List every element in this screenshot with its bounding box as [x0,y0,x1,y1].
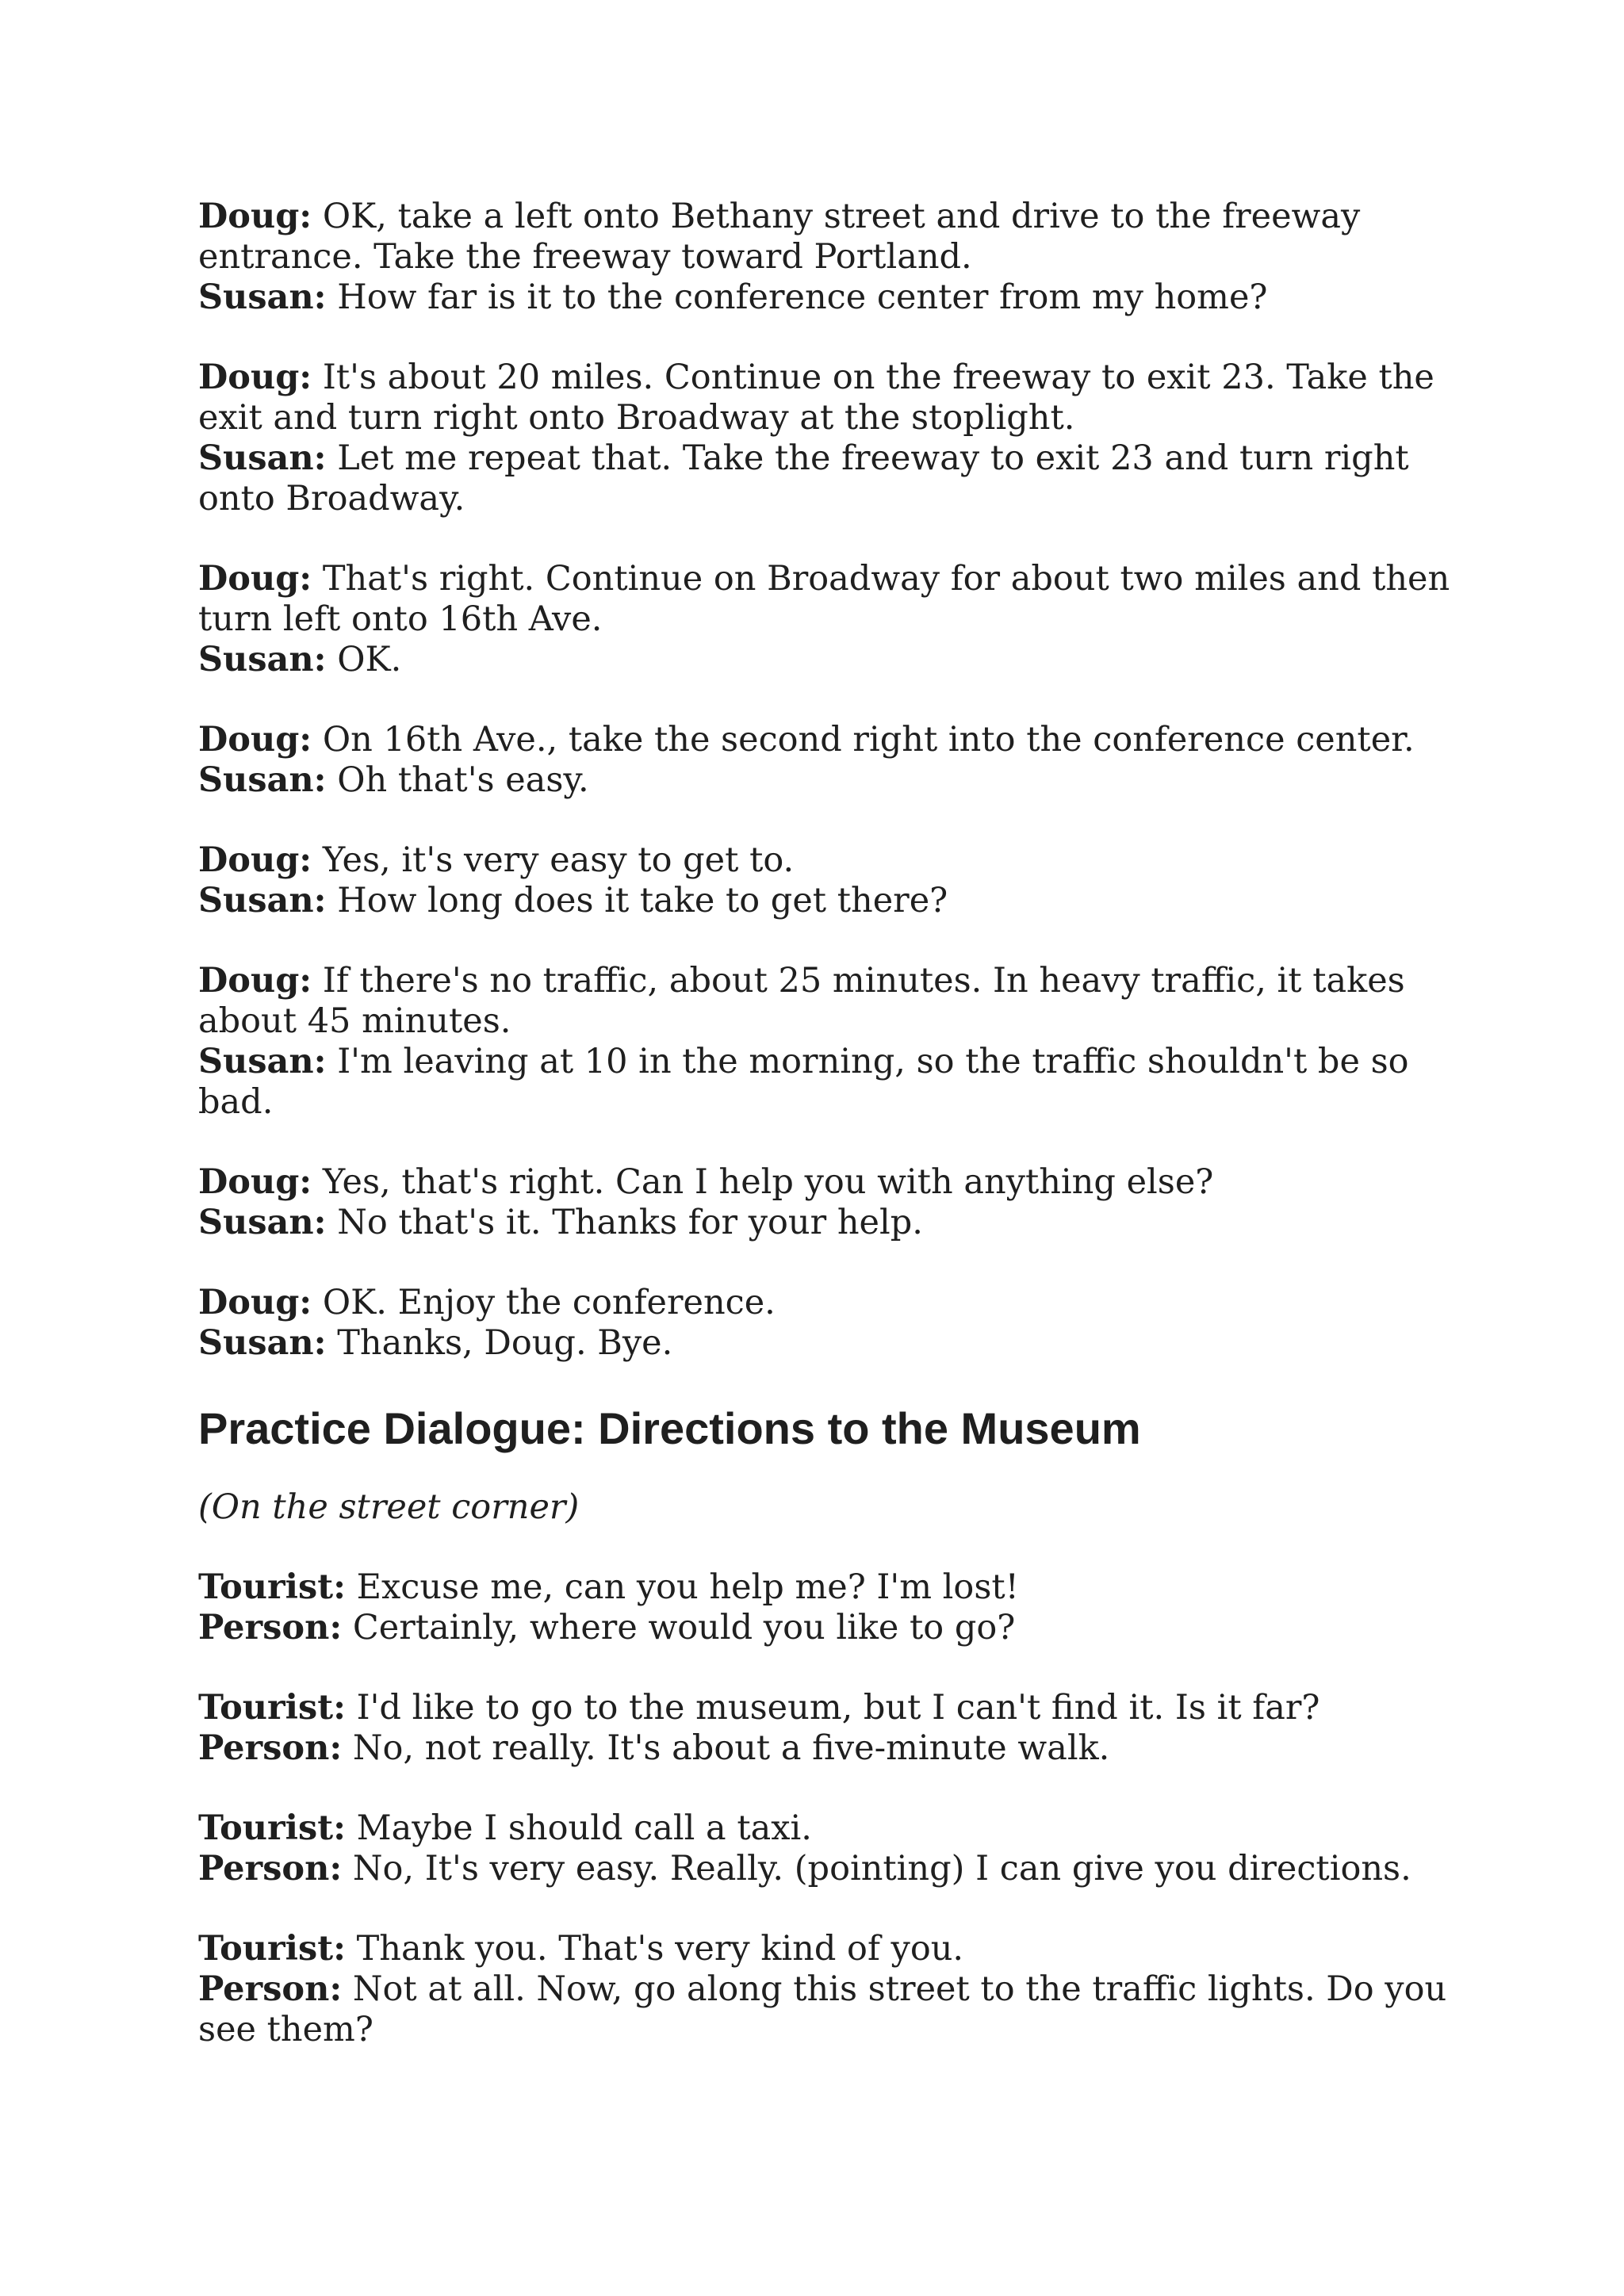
dialogue-text: Thanks, Doug. Bye. [326,1323,673,1363]
dialogue-exchange [198,1162,1467,1243]
dialogue-exchange [198,197,1467,318]
dialogue-line [198,961,1467,1042]
speaker-name: Susan: [198,1203,327,1242]
dialogue-line [198,438,1467,519]
speaker-name: Doug: [198,720,312,760]
dialogue-line [198,197,1467,277]
speaker-name: Person: [198,1969,343,2009]
speaker-name: Tourist: [198,1567,346,1607]
dialogue-line [198,1849,1467,1889]
speaker-name: Doug: [198,1162,312,1202]
dialogue-text: If there's no traffic, about 25 minutes. In heavy traffic, it takes about 45 minutes. [198,961,1405,1041]
dialogue-line [198,1608,1467,1648]
dialogue-exchange [198,1808,1467,1889]
dialogue-text: OK, take a left onto Bethany street and drive to the freeway entrance. Take the freeway toward Portland. [198,197,1361,277]
dialogue-line [198,1688,1467,1728]
dialogue-text: I'd like to go to the museum, but I can't find it. Is it far? [345,1688,1320,1728]
dialogue-exchange [198,840,1467,921]
dialogue-line [198,1808,1467,1849]
dialogue-text: No, not really. It's about a five-minute walk. [342,1728,1110,1768]
speaker-name: Tourist: [198,1688,346,1728]
dialogue-line [198,1283,1467,1323]
dialogue-museum-directions [198,1403,1467,2050]
dialogue-exchange [198,559,1467,680]
speaker-name: Doug: [198,197,312,236]
dialogue-text: How long does it take to get there? [326,881,948,920]
dialogue-text: Maybe I should call a taxi. [345,1808,812,1848]
dialogue-line [198,1162,1467,1203]
speaker-name: Susan: [198,760,327,800]
dialogue-text: OK. Enjoy the conference. [312,1283,776,1322]
dialogue-text: Not at all. Now, go along this street to the traffic lights. Do you see them? [198,1969,1447,2049]
dialogue-text: OK. [326,640,402,679]
speaker-name: Susan: [198,1042,327,1081]
dialogue-exchange [198,358,1467,519]
speaker-name: Tourist: [198,1929,346,1969]
dialogue-exchange [198,1929,1467,2050]
dialogue-line [198,1042,1467,1123]
dialogue-text: Certainly, where would you like to go? [342,1608,1016,1647]
dialogue-line [198,1929,1467,1969]
dialogue-text: Let me repeat that. Take the freeway to exit 23 and turn right onto Broadway. [198,438,1409,519]
dialogue-text: That's right. Continue on Broadway for about two miles and then turn left onto 16th Ave. [198,559,1450,639]
dialogue-line [198,640,1467,680]
dialogue-text: Oh that's easy. [326,760,589,800]
document-page [198,197,1467,2090]
dialogue-exchange [198,1567,1467,1648]
speaker-name: Susan: [198,1323,327,1363]
dialogue-exchange [198,1688,1467,1769]
speaker-name: Tourist: [198,1808,346,1848]
speaker-name: Susan: [198,277,327,317]
dialogue-text: It's about 20 miles. Continue on the freeway to exit 23. Take the exit and turn right onto Broadway at the stoplight. [198,358,1434,438]
dialogue-line [198,277,1467,318]
dialogue-text: No that's it. Thanks for your help. [326,1203,923,1242]
speaker-name: Doug: [198,559,312,599]
speaker-name: Susan: [198,640,327,679]
dialogue-conference-directions [198,197,1467,1364]
dialogue-exchange [198,961,1467,1123]
dialogue-line [198,559,1467,640]
dialogue-line [198,760,1467,801]
dialogue-text: I'm leaving at 10 in the morning, so the traffic shouldn't be so bad. [198,1042,1409,1122]
stage-direction: (On the street corner) [198,1487,580,1527]
dialogue-line [198,1203,1467,1243]
dialogue-text: No, It's very easy. Really. (pointing) I can give you directions. [342,1849,1411,1888]
dialogue-exchange [198,720,1467,801]
dialogue-line [198,1323,1467,1364]
speaker-name: Person: [198,1728,343,1768]
dialogue-exchange [198,1283,1467,1364]
dialogue-text: Thank you. That's very kind of you. [345,1929,964,1969]
speaker-name: Susan: [198,438,327,478]
dialogue-text: Excuse me, can you help me? I'm lost! [345,1567,1019,1607]
dialogue-line [198,358,1467,438]
dialogue-line [198,720,1467,760]
speaker-name: Doug: [198,1283,312,1322]
speaker-name: Doug: [198,358,312,397]
speaker-name: Person: [198,1849,343,1888]
dialogue-text: Yes, that's right. Can I help you with anything else? [312,1162,1214,1202]
section-heading: Practice Dialogue: Directions to the Museum [198,1403,1141,1453]
speaker-name: Person: [198,1608,343,1647]
speaker-name: Susan: [198,881,327,920]
dialogue-line [198,1969,1467,2050]
dialogue-line [198,840,1467,881]
dialogue-line [198,881,1467,921]
speaker-name: Doug: [198,840,312,880]
speaker-name: Doug: [198,961,312,1001]
dialogue-text: On 16th Ave., take the second right into the conference center. [312,720,1415,760]
dialogue-line [198,1728,1467,1769]
dialogue-text: Yes, it's very easy to get to. [312,840,795,880]
dialogue-line [198,1567,1467,1608]
dialogue-text: How far is it to the conference center from my home? [326,277,1268,317]
